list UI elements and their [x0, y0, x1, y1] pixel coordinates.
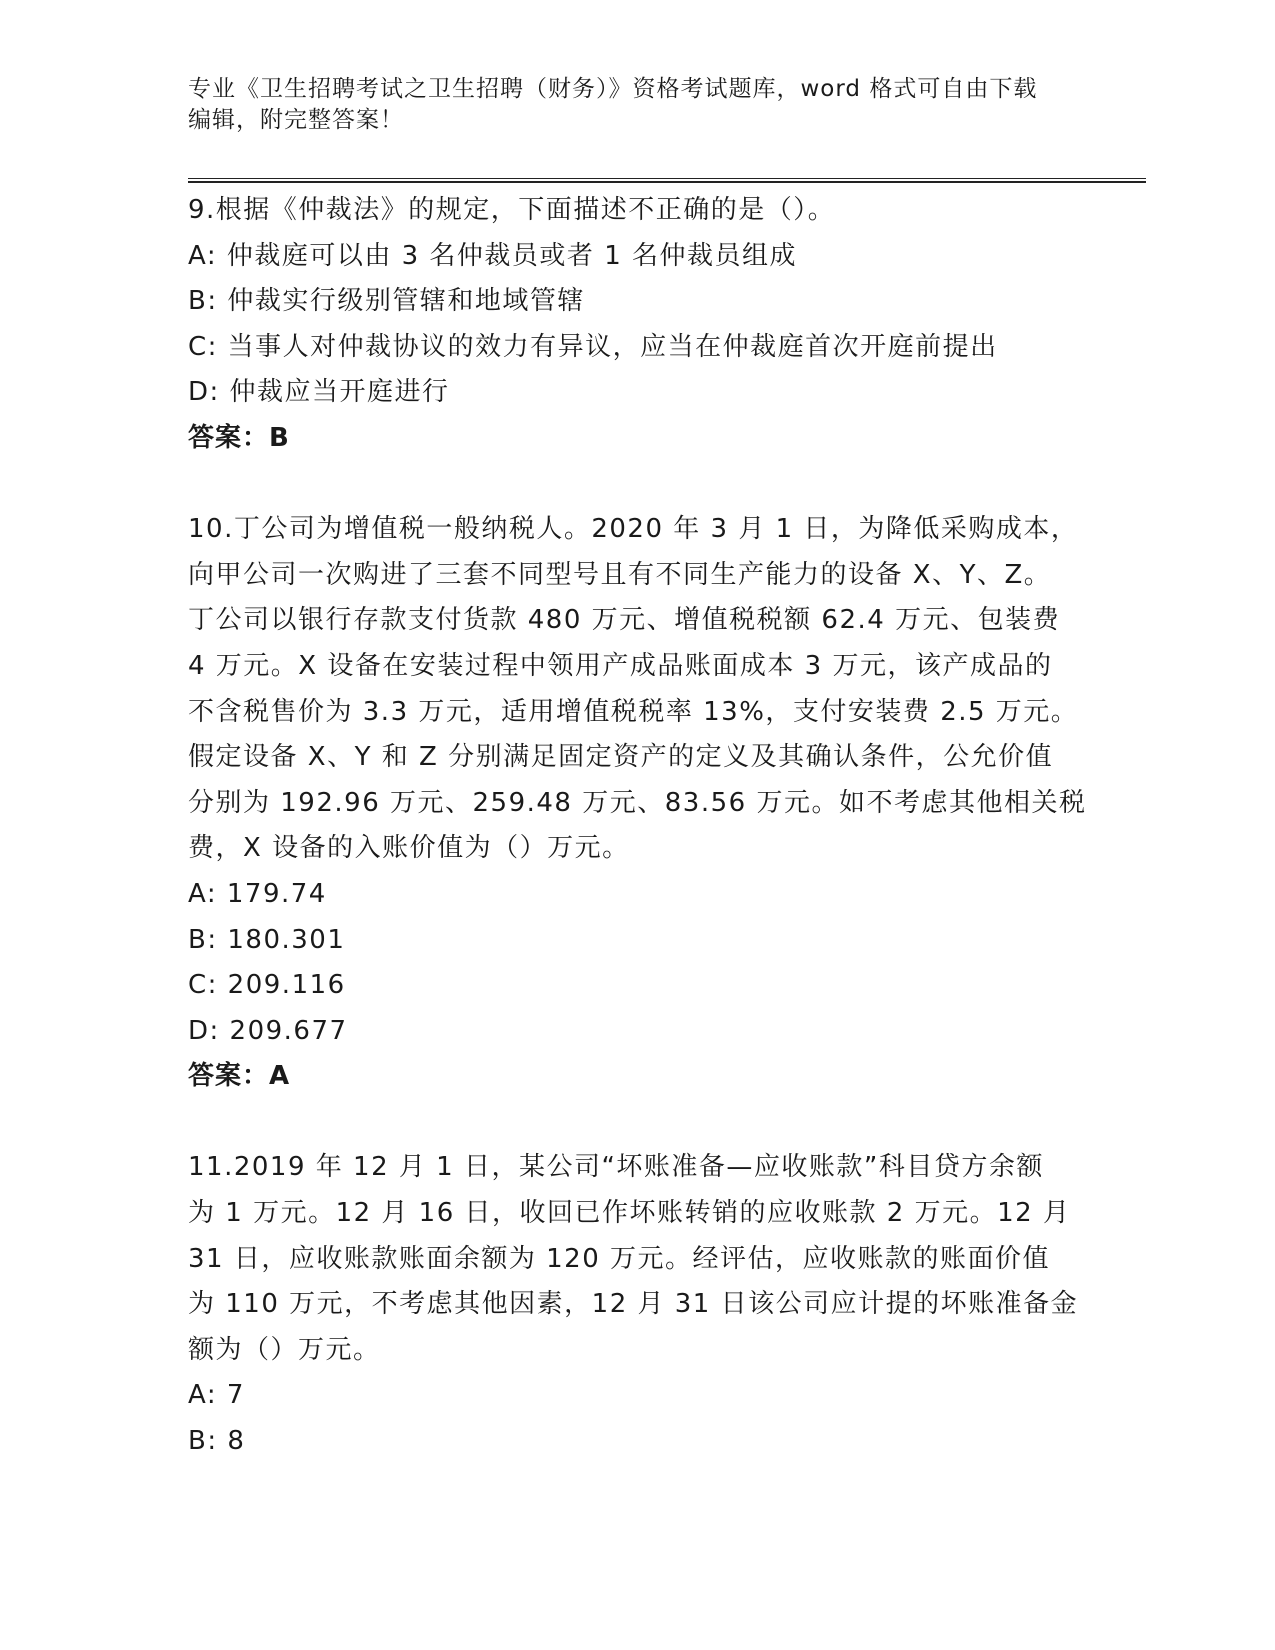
option-a: A: 7	[188, 1380, 245, 1411]
question-stem-line: 11.2019 年 12 月 1 日，某公司“坏账准备—应收账款”科目贷方余额	[188, 1152, 1044, 1183]
question-stem: 9.根据《仲裁法》的规定，下面描述不正确的是（）。	[188, 195, 836, 225]
spacer	[188, 462, 1088, 508]
spacer	[188, 1100, 1088, 1146]
question-10	[188, 507, 1088, 1100]
option-b: B: 仲裁实行级别管辖和地域管辖	[188, 286, 585, 317]
option-b: B: 180.301	[188, 924, 346, 955]
question-list	[188, 188, 1088, 1465]
document-header	[188, 74, 1088, 136]
option-a: A: 179.74	[188, 878, 327, 909]
question-11	[188, 1145, 1088, 1464]
option-b: B: 8	[188, 1426, 246, 1457]
option-c: C: 209.116	[188, 970, 346, 1001]
answer-line: 答案：B	[188, 422, 290, 453]
question-stem-line: 额为（）万元。	[188, 1334, 381, 1365]
question-stem-line: 10.丁公司为增值税一般纳税人。2020 年 3 月 1 日，为降低采购成本，	[188, 514, 1079, 545]
header-line-2: 编辑，附完整答案！	[188, 107, 404, 133]
header-divider	[188, 178, 1146, 183]
answer-line: 答案：A	[188, 1061, 291, 1092]
question-stem-line: 向甲公司一次购进了三套不同型号且有不同生产能力的设备 X、Y、Z。	[188, 559, 1052, 590]
option-d: D: 仲裁应当开庭进行	[188, 377, 450, 408]
question-stem-line: 分别为 192.96 万元、259.48 万元、83.56 万元。如不考虑其他相关税	[188, 787, 1087, 818]
question-stem-line: 不含税售价为 3.3 万元，适用增值税税率 13%，支付安装费 2.5 万元。	[188, 696, 1079, 727]
header-line-1: 专业《卫生招聘考试之卫生招聘（财务）》资格考试题库，word 格式可自由下载	[188, 76, 1038, 102]
question-stem-line: 丁公司以银行存款支付货款 480 万元、增值税税额 62.4 万元、包装费	[188, 605, 1061, 636]
question-stem-line: 为 1 万元。12 月 16 日，收回已作坏账转销的应收账款 2 万元。12 月	[188, 1198, 1071, 1229]
question-stem-line: 假定设备 X、Y 和 Z 分别满足固定资产的定义及其确认条件，公允价值	[188, 742, 1054, 773]
option-c: C: 当事人对仲裁协议的效力有异议，应当在仲裁庭首次开庭前提出	[188, 331, 998, 362]
question-stem-line: 4 万元。X 设备在安装过程中领用产成品账面成本 3 万元，该产成品的	[188, 650, 1053, 681]
question-stem-line: 为 110 万元，不考虑其他因素，12 月 31 日该公司应计提的坏账准备金	[188, 1289, 1079, 1320]
option-a: A: 仲裁庭可以由 3 名仲裁员或者 1 名仲裁员组成	[188, 240, 797, 271]
question-stem-line: 31 日，应收账款账面余额为 120 万元。经评估，应收账款的账面价值	[188, 1243, 1051, 1274]
option-d: D: 209.677	[188, 1015, 348, 1046]
question-9	[188, 188, 1088, 462]
question-stem-line: 费，X 设备的入账价值为（）万元。	[188, 833, 630, 864]
